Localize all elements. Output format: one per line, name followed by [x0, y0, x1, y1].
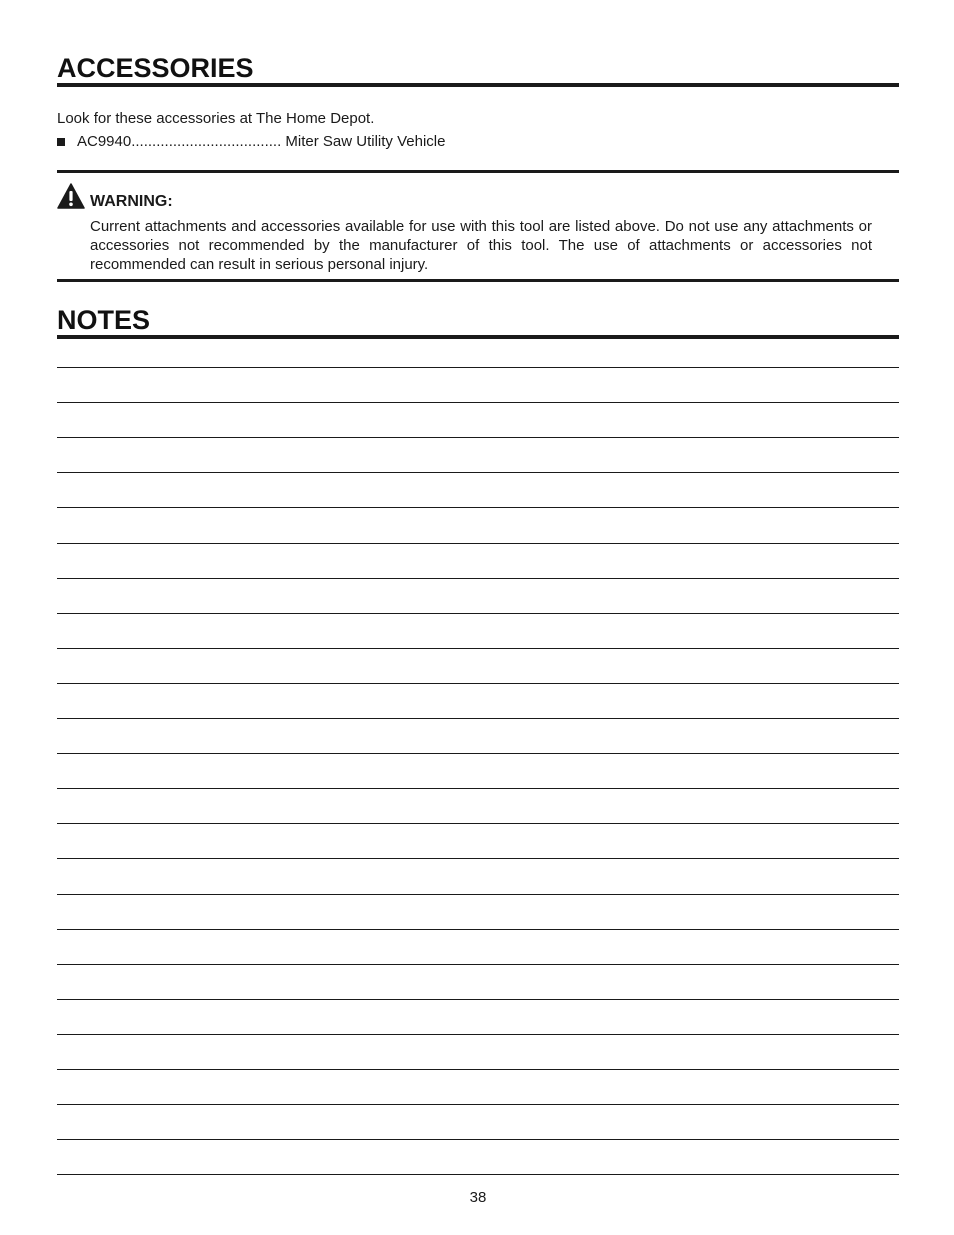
note-line: [57, 543, 899, 544]
note-line: [57, 437, 899, 438]
note-line: [57, 1104, 899, 1105]
note-line: [57, 999, 899, 1000]
note-line: [57, 1174, 899, 1175]
accessory-list-item: [57, 134, 445, 150]
manual-page: [57, 0, 899, 1235]
note-line: [57, 507, 899, 508]
warning-box: [57, 170, 899, 282]
note-line: [57, 753, 899, 754]
note-line: [57, 788, 899, 789]
note-line: [57, 613, 899, 614]
accessories-intro: Look for these accessories at The Home Depot.: [57, 110, 375, 127]
note-line: [57, 894, 899, 895]
notes-heading-rule: [57, 335, 899, 339]
note-line: [57, 578, 899, 579]
note-line: [57, 858, 899, 859]
note-line: [57, 1034, 899, 1035]
note-line: [57, 964, 899, 965]
warning-label: WARNING:: [90, 193, 173, 210]
note-line: [57, 472, 899, 473]
square-bullet-icon: [57, 138, 65, 146]
note-line: [57, 367, 899, 368]
note-line: [57, 929, 899, 930]
note-line: [57, 718, 899, 719]
note-line: [57, 1139, 899, 1140]
note-line: [57, 402, 899, 403]
note-line: [57, 683, 899, 684]
accessories-heading-rule: [57, 83, 899, 87]
warning-text: Current attachments and accessories available for use with this tool are listed above. Do not use any attachments or accessories not recommended by the manufacturer of this tool. The use of attachments or accessories not recommended can result in serious personal injury.: [90, 218, 872, 273]
warning-triangle-icon: [57, 183, 85, 209]
accessories-heading: ACCESSORIES: [57, 53, 254, 83]
page-number: 38: [469, 1189, 487, 1206]
accessory-item-text: AC9940.................................... Miter Saw Utility Vehicle: [77, 133, 446, 150]
note-line: [57, 1069, 899, 1070]
note-line: [57, 648, 899, 649]
notes-heading: NOTES: [57, 305, 151, 335]
note-line: [57, 823, 899, 824]
